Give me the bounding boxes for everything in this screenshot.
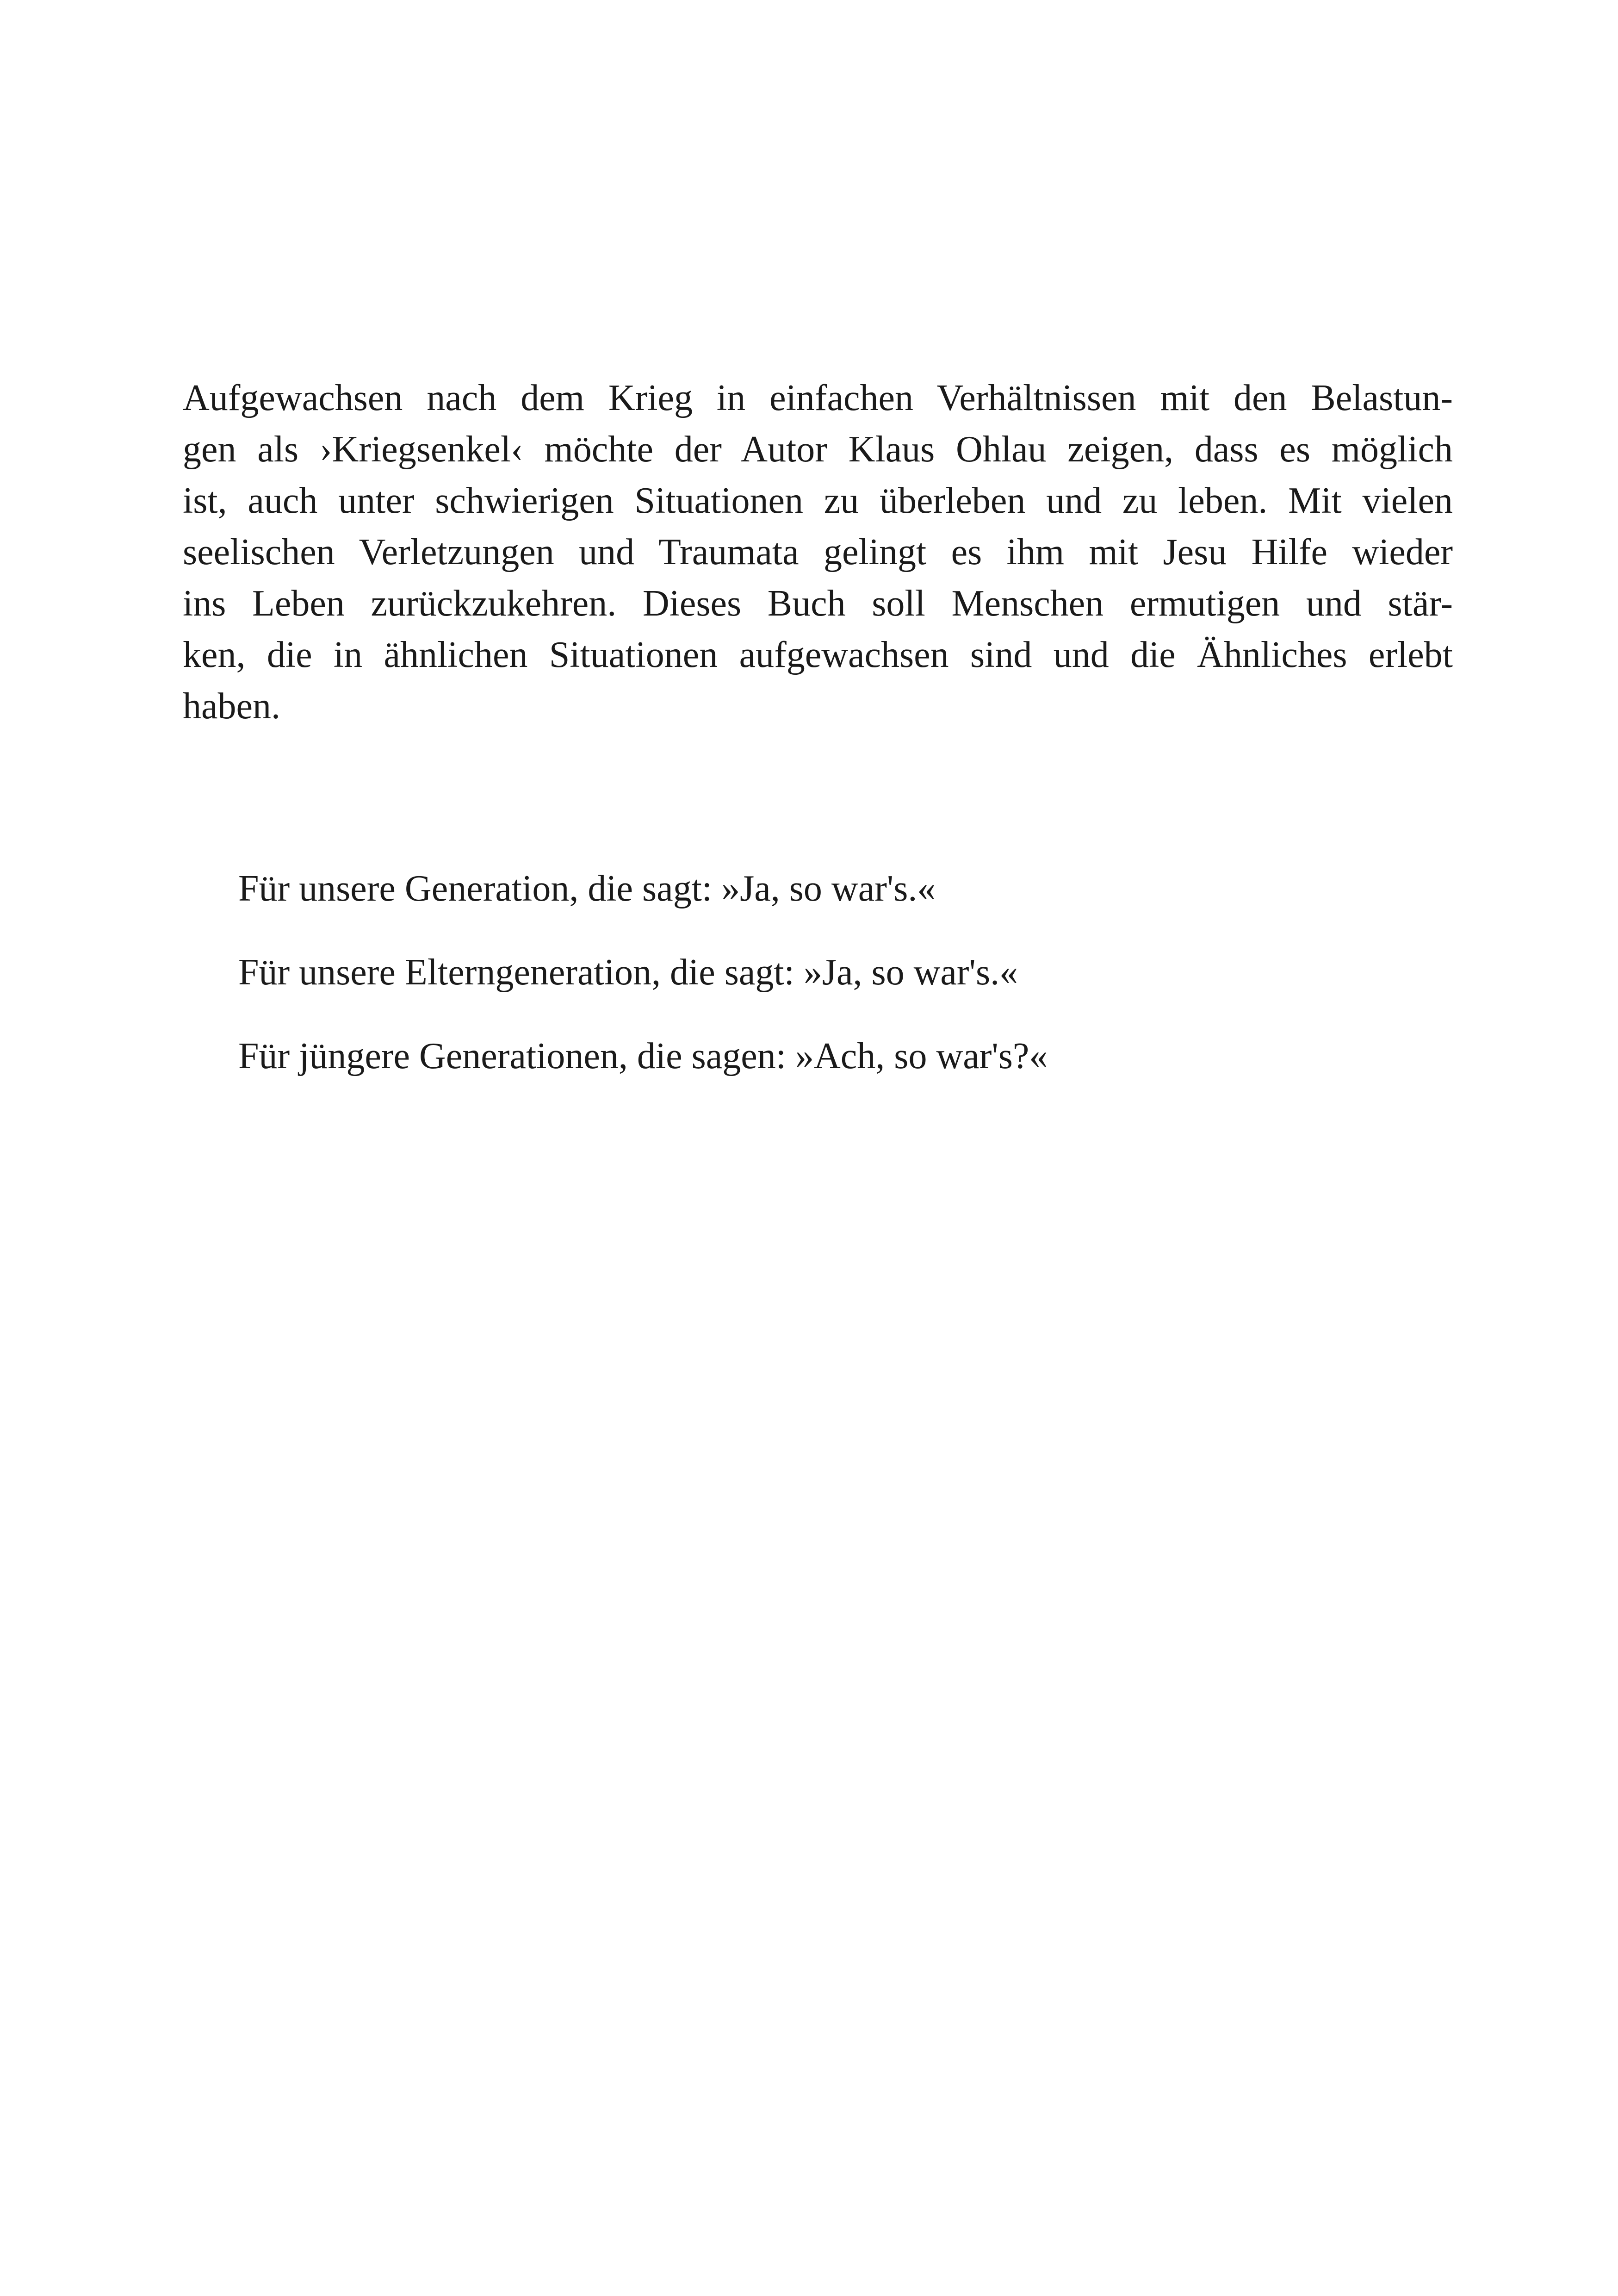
intro-line: gen als ›Kriegsenkel‹ möchte der Autor Klaus Ohlau zeigen, dass es möglich xyxy=(183,429,1453,470)
intro-line: haben. xyxy=(183,686,281,727)
intro-line: ist, auch unter schwierigen Situationen zu überleben und zu leben. Mit vielen xyxy=(183,480,1453,521)
intro-line: seelischen Verletzungen und Traumata gelingt es ihm mit Jesu Hilfe wieder xyxy=(183,532,1453,572)
dedication-line: Für jüngere Generationen, die sagen: »Ach, so war's?« xyxy=(238,1036,1048,1076)
dedication-line: Für unsere Elterngeneration, die sagt: »Ja, so war's.« xyxy=(238,952,1018,993)
intro-paragraph xyxy=(183,373,1453,732)
dedication-line: Für unsere Generation, die sagt: »Ja, so war's.« xyxy=(238,868,936,909)
intro-line: Aufgewachsen nach dem Krieg in einfachen Verhältnissen mit den Belastun- xyxy=(183,378,1453,418)
intro-line: ins Leben zurückzukehren. Dieses Buch soll Menschen ermutigen und stär- xyxy=(183,583,1453,624)
intro-line: ken, die in ähnlichen Situationen aufgewachsen sind und die Ähnliches erlebt xyxy=(183,635,1453,675)
dedication-block xyxy=(238,847,1441,1098)
